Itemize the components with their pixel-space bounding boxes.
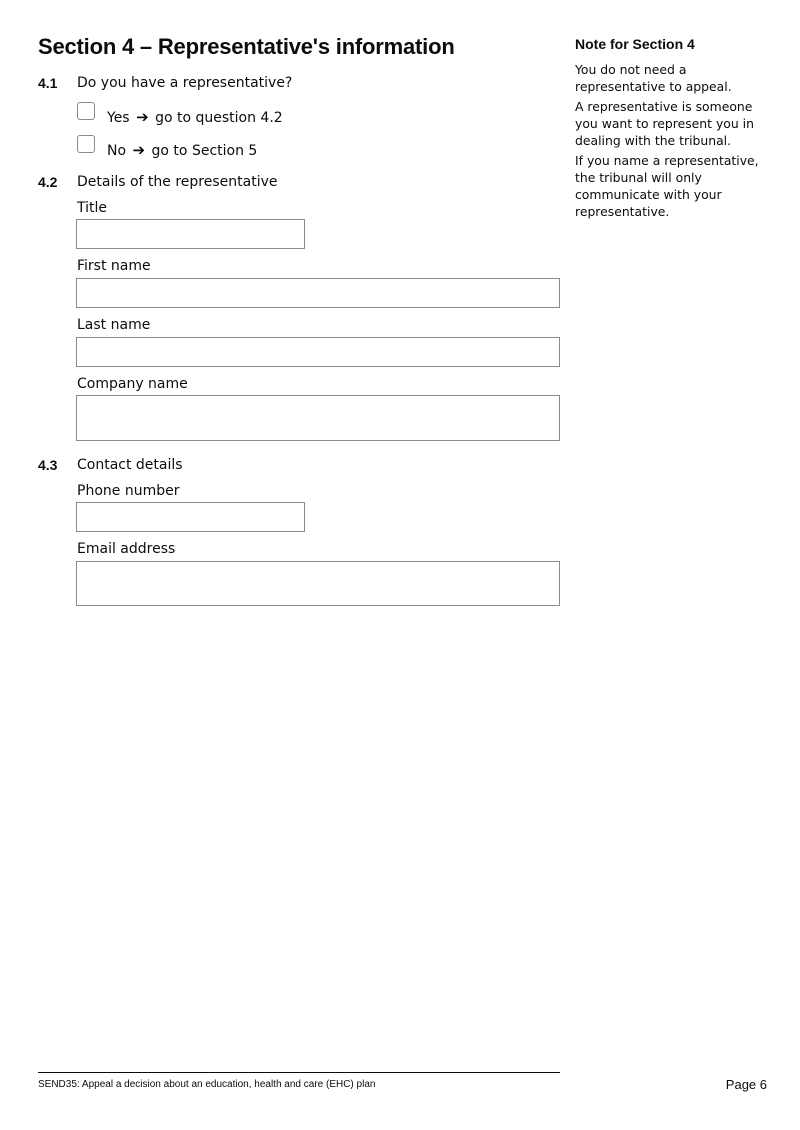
question-number-4-1: 4.1 xyxy=(38,75,58,91)
phone-number-input[interactable] xyxy=(76,502,305,532)
last-name-input[interactable] xyxy=(76,337,560,367)
section-note xyxy=(575,36,770,223)
question-text-4-1: Do you have a representative? xyxy=(77,75,293,91)
question-text-4-2: Details of the representative xyxy=(77,174,278,190)
no-checkbox[interactable] xyxy=(77,135,95,153)
yes-option-label xyxy=(107,108,283,126)
company-name-input[interactable] xyxy=(76,395,560,441)
last-name-label: Last name xyxy=(77,317,151,333)
page-number: Page 6 xyxy=(725,1077,767,1092)
footer-form-title: SEND35: Appeal a decision about an education, health and care (EHC) plan xyxy=(38,1079,376,1090)
question-text-4-3: Contact details xyxy=(77,457,183,473)
first-name-input[interactable] xyxy=(76,278,560,308)
note-paragraph: A representative is someone you want to represent you in dealing with the tribunal. xyxy=(575,99,754,148)
note-title: Note for Section 4 xyxy=(575,36,695,52)
no-option-label xyxy=(107,141,257,159)
arrow-right-icon: ➔ xyxy=(132,141,146,159)
arrow-right-icon: ➔ xyxy=(136,108,149,126)
footer-divider xyxy=(38,1072,560,1073)
first-name-label: First name xyxy=(77,258,151,274)
phone-number-label: Phone number xyxy=(77,483,180,499)
page-title: Section 4 – Representative's information xyxy=(38,34,455,59)
yes-label: Yes xyxy=(107,110,130,126)
yes-target: go to question 4.2 xyxy=(155,110,283,126)
note-paragraph: You do not need a representative to appeal. xyxy=(575,62,732,94)
no-label: No xyxy=(107,143,127,159)
company-name-label: Company name xyxy=(77,376,188,392)
yes-checkbox[interactable] xyxy=(77,102,95,120)
title-input[interactable] xyxy=(76,219,305,249)
question-number-4-3: 4.3 xyxy=(38,457,58,473)
note-paragraph: If you name a representative, the tribunal will only communicate with your representative. xyxy=(575,153,759,219)
email-address-label: Email address xyxy=(77,541,176,557)
title-label: Title xyxy=(77,200,108,216)
no-target: go to Section 5 xyxy=(151,143,258,159)
question-number-4-2: 4.2 xyxy=(38,174,58,190)
email-address-input[interactable] xyxy=(76,561,560,606)
